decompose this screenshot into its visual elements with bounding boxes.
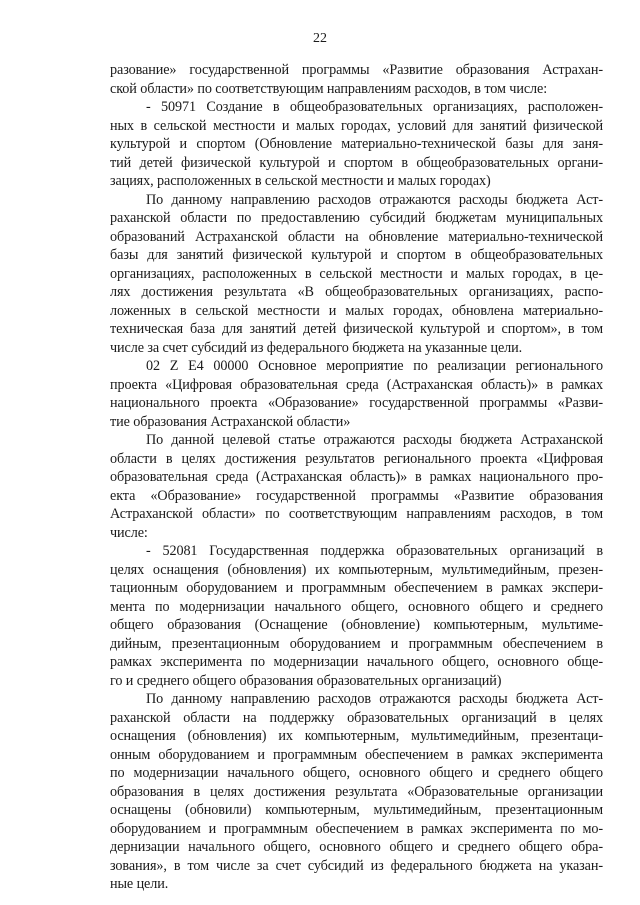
text-line: Астраханской области» по соответствующим направлениям расходов, в том (110, 506, 603, 522)
text-line: оснащения (обновления) их компьютерным, мультимедийным, презентаци- (110, 728, 603, 744)
text-line: дийным, презентационным оборудованием и программным обеспечением в (110, 635, 603, 652)
text-line: оборудованием и программным обеспечением в рамках эксперимента по мо- (110, 820, 603, 837)
text-line: лях достижения результата «В общеобразовательных организациях, распо- (110, 284, 603, 300)
text-line: общего образования (Оснащение (обновление) компьютерным, мультиме- (110, 617, 603, 633)
text-line: целях оснащения (обновления) их компьютерным, мультимедийным, презен- (110, 561, 603, 578)
text-line: области в целях достижения результатов регионального проекта «Цифровая (110, 450, 603, 467)
document-body (110, 61, 603, 894)
text-line: оснащены (обновили) компьютерным, мультимедийным, презентационным (110, 802, 603, 818)
text-line: числе за счет субсидий из федерального бюджета на указанные цели. (110, 339, 523, 356)
text-line: - 50971 Создание в общеобразовательных организациях, расположен- (146, 99, 603, 115)
text-line: раханской области по предоставлению субсидий бюджетам муниципальных (110, 210, 603, 226)
text-line: техническая база для занятий детей физической культурой и спортом», в том (110, 321, 603, 337)
text-line: ные цели. (110, 876, 169, 892)
text-line: по модернизации начального общего, основного общего и среднего общего (110, 765, 603, 781)
text-line: - 52081 Государственная поддержка образовательных организаций в (146, 543, 603, 559)
text-line: зования», в том числе за счет субсидий из федерального бюджета на указан- (110, 857, 603, 874)
text-line: мента по модернизации начального общего, основного общего и среднего (110, 598, 603, 615)
text-line: По данному направлению расходов отражаются расходы бюджета Аст- (146, 191, 603, 208)
text-line: разование» государственной программы «Развитие образования Астрахан- (110, 62, 603, 78)
text-line: тационным оборудованием и программным обеспечением в рамках экспери- (110, 580, 603, 596)
text-line: ных в сельской местности и малых городах, условий для занятий физической (110, 117, 603, 134)
text-line: числе: (110, 524, 148, 541)
text-line: базы для занятий физической культурой и спортом в общеобразовательных (110, 247, 603, 263)
text-line: проекта «Цифровая образовательная среда (Астраханская область)» в рамках (110, 376, 603, 393)
text-line: дернизации начального общего, основного общего и среднего общего обра- (110, 839, 603, 855)
text-line: тий детей физической культурой и спортом в общеобразовательных органи- (110, 154, 603, 171)
text-line: образования в целях достижения результата «Образовательные организации (110, 783, 603, 800)
text-line: образований Астраханской области на обновление материально-технической (110, 228, 603, 245)
text-line: раханской области на поддержку образовательных организаций в целях (110, 709, 603, 726)
text-line: образовательная среда (Астраханская область)» в рамках национального про- (110, 469, 603, 485)
text-line: По данному направлению расходов отражаются расходы бюджета Аст- (146, 691, 603, 707)
text-line: ложенных в сельской местности и малых городах, обновлена материально- (110, 302, 603, 319)
text-line: организациях, расположенных в сельской местности и малых городах, в це- (110, 265, 603, 282)
text-line: По данной целевой статье отражаются расходы бюджета Астраханской (146, 432, 603, 448)
page-number: 22 (313, 31, 327, 46)
text-line: национального проекта «Образование» государственной программы «Разви- (110, 395, 603, 411)
text-line: екта «Образование» государственной программы «Развитие образования (110, 487, 603, 504)
text-line: ской области» по соответствующим направлениям расходов, в том числе: (110, 80, 548, 97)
text-line: культурой и спортом (Обновление материально-технической базы для заня- (110, 136, 603, 152)
text-line: 02 Z E4 00000 Основное мероприятие по реализации регионального (146, 358, 603, 374)
text-line: тие образования Астраханской области» (110, 413, 351, 430)
text-line: го и среднего общего образования образовательных организаций) (110, 672, 502, 689)
text-line: рамках эксперимента по модернизации начального общего, основного обще- (110, 654, 603, 670)
text-line: зациях, расположенных в сельской местности и малых городах) (110, 173, 491, 189)
text-line: онным оборудованием и программным обеспечением в рамках эксперимента (110, 746, 603, 763)
